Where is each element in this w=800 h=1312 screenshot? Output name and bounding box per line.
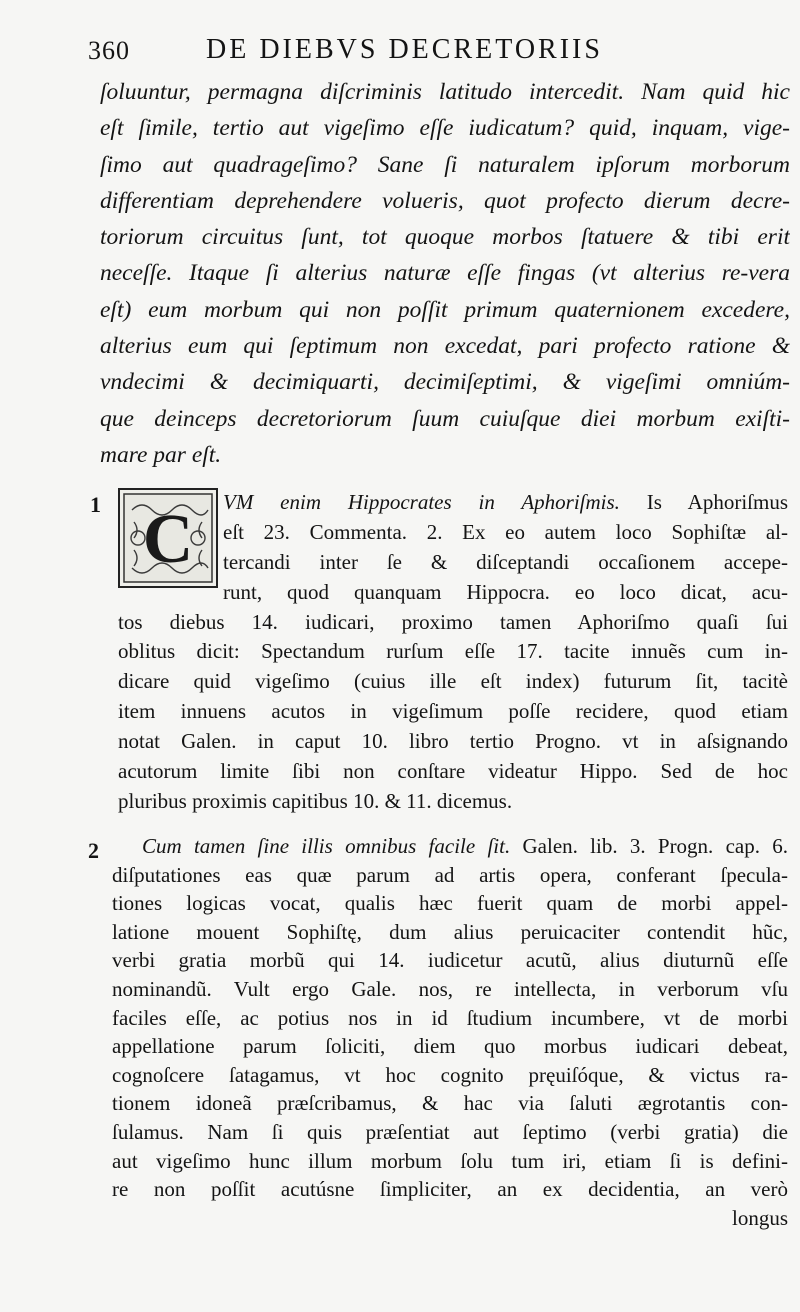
commentary-line: aut vigeſimo hunc illum morbum ſolu tum iri, etiam ſi is defini- [112,1148,788,1173]
commentary-line: VM enim Hippocrates in Aphoriſmis. Is Aphoriſmus [223,490,788,514]
commentary-number: 2 [88,838,99,863]
text-line: differentiam deprehendere volueris, quot profecto dierum decre- [100,187,790,214]
commentary-line: Cum tamen ſine illis omnibus facile ſit. Galen. lib. 3. Progn. cap. 6. [142,834,788,858]
commentary-line: dicare quid vigeſimo (cuius ille eſt index) futurum ſit, tacitè [118,669,788,694]
commentary-line: cognoſcere ſatagamus, vt hoc cognito pręuiſóque, & victus ra- [112,1062,788,1087]
text-line: neceſſe. Itaque ſi alterius naturæ eſſe fingas (vt alterius re-vera [100,260,790,287]
text-line: eſt ſimile, tertio aut vigeſimo eſſe iudicatum? quid, inquam, vige- [100,115,790,142]
text-line: toriorum circuitus ſunt, tot quoque morbos ſtatuere & tibi erit [100,224,790,251]
catchword: longus [731,1205,788,1230]
commentary-line: oblitus dicit: Spectandum rurſum eſſe 17. tacite innuẽs cum in- [118,639,788,664]
commentary-line: eſt 23. Commenta. 2. Ex eo autem loco Sophiſtæ al- [223,519,788,544]
commentary-lemma: VM enim Hippocrates in Aphoriſmis. [223,490,620,514]
commentary-line: pluribus proximis capitibus 10. & 11. dicemus. [118,788,513,813]
text-line: ſimo aut quadrageſimo? Sane ſi naturalem ipſorum morborum [100,151,790,178]
commentary-lemma: Cum tamen ſine illis omnibus facile ſit. [142,834,511,858]
text-line: que deinceps decretoriorum ſuum cuiuſque diei morbum exiſti- [100,405,790,432]
commentary-number: 1 [90,492,101,517]
commentary-line: latione mouent Sophiſtę, dum alius peruicaciter contendit hũc, [112,919,788,944]
commentary-line: tiones logicas vocat, qualis hæc fuerit quam de morbi appel- [112,891,788,916]
commentary-line: item innuens acutos in vigeſimum poſſe recidere, quod etiam [118,699,788,724]
page-header [88,34,788,68]
commentary-line: appellatione parum ſoliciti, diem quo morbus iudicari debeat, [112,1034,788,1059]
commentary-line: re non poſſit acutúsne ſimpliciter, an ex decidentia, an verò [112,1177,788,1202]
commentary-line: tos diebus 14. iudicari, proximo tamen Aphoriſmo quaſi ſui [118,609,788,634]
text-line: ſoluuntur, permagna diſcriminis latitudo intercedit. Nam quid hic [100,79,790,105]
svg-text:C: C [142,501,194,578]
page-number: 360 [88,36,130,65]
commentary-2 [112,832,788,1232]
commentary-line: tionem idoneã præſcribamus, & hac via ſaluti ægrotantis con- [112,1091,788,1116]
commentary-line: ſulamus. Nam ſi quis præſentiat aut ſeptimo (verbi gratia) die [112,1119,788,1144]
commentary-line: acutorum limite ſibi non conſtare videatur Hippo. Sed de hoc [118,759,788,784]
commentary-line: runt, quod quanquam Hippocra. eo loco dicat, acu- [223,579,788,604]
commentary-line: tercandi inter ſe & diſceptandi occaſionem accepe- [223,549,788,574]
commentary-line: notat Galen. in caput 10. libro tertio Progno. vt in aſsignando [118,729,788,754]
commentary-line: verbi gratia morbũ qui 14. iudicetur acutũ, alius diuturnũ eſſe [112,948,788,973]
commentary-line: faciles eſſe, ac potius nos in id ſtudium incumbere, vt de morbi [112,1005,788,1030]
commentary-line: nominandũ. Vult ergo Gale. nos, re intellecta, in verborum vſu [112,976,788,1001]
commentary-line: diſputationes eas quæ parum ad artis opera, conferant ſpecula- [112,862,788,887]
text-line: eſt) eum morbum qui non poſſit primum quaternionem excedere, [100,296,790,323]
text-line: vndecimi & decimiquarti, decimiſeptimi, & vigeſimi omniúm- [100,369,790,396]
text-line: mare par eſt. [100,441,222,468]
running-title: DE DIEBVS DECRETORIIS [206,34,603,65]
text-line: alterius eum qui ſeptimum non excedat, pari profecto ratione & [100,333,790,360]
main-text-block [100,74,790,473]
